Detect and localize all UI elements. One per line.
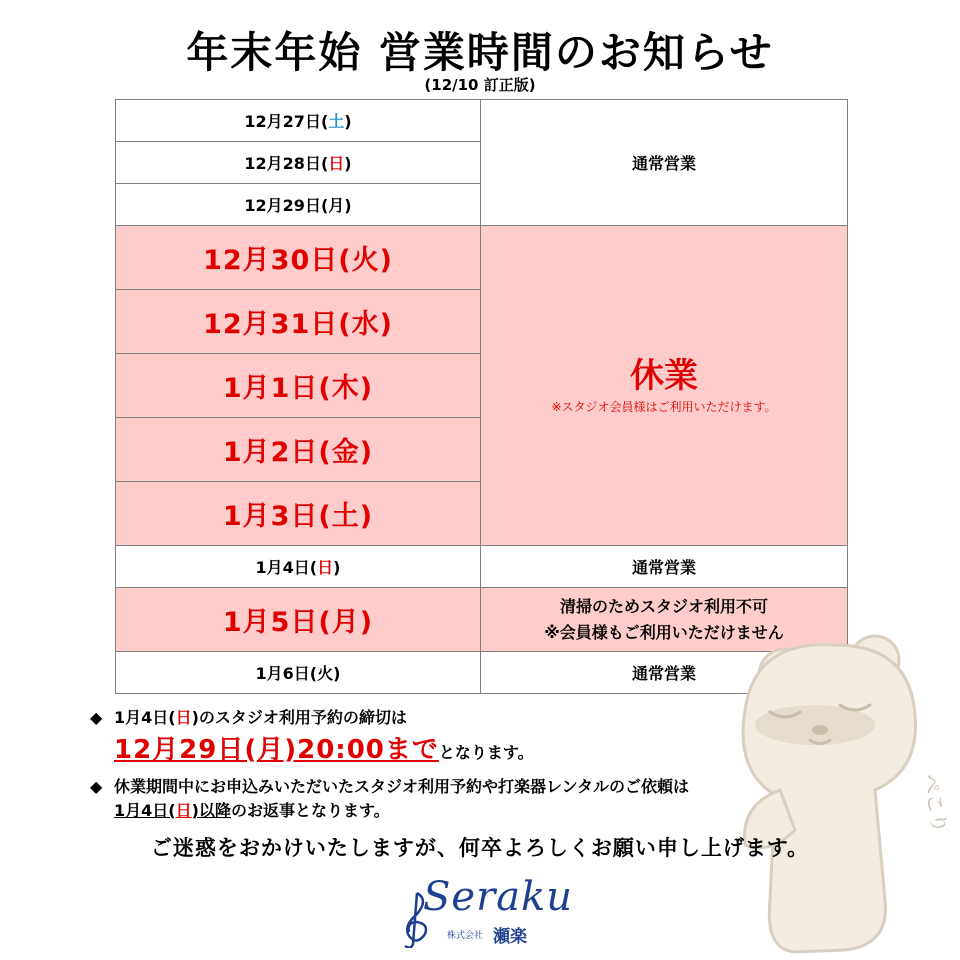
deadline-line: 12月29日(月)20:00までとなります。 [114, 735, 534, 765]
date-cell: 1月4日(日) [116, 546, 481, 588]
logo-wordmark: Seraku [423, 874, 574, 920]
note-2: ◆ 休業期間中にお申込みいただいたスタジオ利用予約や打楽器レンタルのご依頼は [90, 775, 890, 799]
page-subtitle: (12/10 訂正版) [424, 76, 536, 94]
deadline-text: 12月29日(月)20:00まで [114, 735, 439, 765]
date-cell: 12月29日(月) [116, 184, 481, 226]
logo-company-name: 瀬楽 [493, 927, 527, 947]
status-cell-normal: 通常営業 [481, 546, 848, 588]
date-cell-closed: 1月3日(土) [116, 482, 481, 546]
cleaning-note-1: 清掃のためスタジオ利用不可 [559, 596, 768, 616]
status-cell-normal: 通常営業 [481, 100, 848, 226]
date-cell-closed: 12月30日(火) [116, 226, 481, 290]
page-title: 年末年始 営業時間のお知らせ [186, 28, 774, 77]
notes-section [90, 706, 890, 823]
date-cell: 12月28日(日) [116, 142, 481, 184]
table-row [116, 226, 848, 290]
note-2-continued: 1月4日(日)以降のお返事となります。 [114, 801, 390, 820]
diamond-bullet-icon: ◆ [90, 777, 103, 796]
table-row [116, 546, 848, 588]
date-cell: 12月27日(土) [116, 100, 481, 142]
date-cell: 1月6日(火) [116, 652, 481, 694]
mascot-caption: ぺこり [918, 771, 953, 835]
note-1: ◆ 1月4日(日)のスタジオ利用予約の締切は [90, 706, 890, 730]
date-cell-closed: 1月2日(金) [116, 418, 481, 482]
logo-company-prefix: 株式会社 [447, 931, 484, 941]
date-cell-closed: 1月5日(月) [116, 588, 481, 652]
company-logo [395, 870, 585, 950]
table-row [116, 100, 848, 142]
status-cell-normal: 通常営業 [481, 652, 848, 694]
diamond-bullet-icon: ◆ [90, 708, 103, 727]
cleaning-note-2: ※会員様もご利用いただけません [544, 622, 784, 642]
closed-note: ※スタジオ会員様はご利用いただけます。 [551, 400, 777, 414]
date-cell-closed: 1月1日(木) [116, 354, 481, 418]
status-cell-closed [481, 226, 848, 546]
date-cell-closed: 12月31日(水) [116, 290, 481, 354]
apology-text: ご迷惑をおかけいたしますが、何卒よろしくお願い申し上げます。 [150, 836, 810, 860]
closed-label: 休業 [630, 356, 698, 396]
